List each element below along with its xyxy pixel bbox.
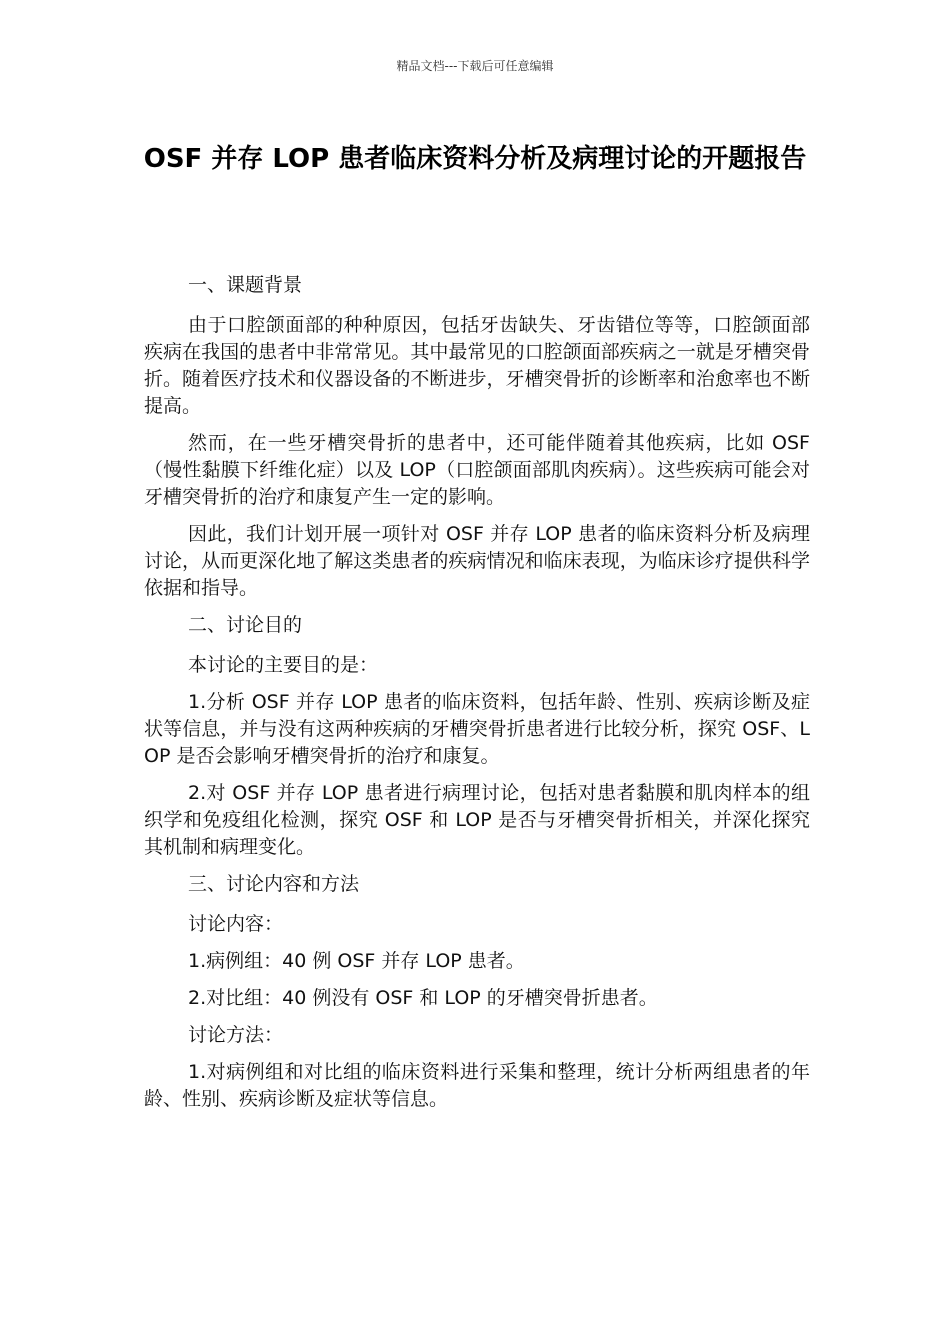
paragraph-purpose-item-2: 2.对 OSF 并存 LOP 患者进行病理讨论，包括对患者黏膜和肌肉样本的组织学和免疫组化检测，探究 OSF 和 LOP 是否与牙槽突骨折相关，并深化探究其机制和病理变化。 xyxy=(144,782,810,858)
paragraph-content-item-2: 2.对比组：40 例没有 OSF 和 LOP 的牙槽突骨折患者。 xyxy=(188,987,658,1009)
page-header-watermark: 精品文档---下载后可任意编辑 xyxy=(396,59,554,73)
section-heading-purpose: 二、讨论目的 xyxy=(188,614,303,636)
section-heading-background: 一、课题背景 xyxy=(188,274,303,296)
paragraph-content-item-1: 1.病例组：40 例 OSF 并存 LOP 患者。 xyxy=(188,950,525,972)
paragraph-background-1: 由于口腔颌面部的种种原因，包括牙齿缺失、牙齿错位等等，口腔颌面部疾病在我国的患者中非常常见。其中最常见的口腔颌面部疾病之一就是牙槽突骨折。随着医疗技术和仪器设备的不断进步，牙槽突骨折的诊断率和治愈率也不断提高。 xyxy=(144,314,810,417)
paragraph-method-label: 讨论方法： xyxy=(188,1024,284,1046)
paragraph-background-3: 因此，我们计划开展一项针对 OSF 并存 LOP 患者的临床资料分析及病理讨论，从而更深化地了解这类患者的疾病情况和临床表现，为临床诊疗提供科学依据和指导。 xyxy=(144,523,810,599)
paragraph-content-label: 讨论内容： xyxy=(188,913,284,935)
document-title: OSF 并存 LOP 患者临床资料分析及病理讨论的开题报告 xyxy=(143,144,807,174)
paragraph-purpose-intro: 本讨论的主要目的是： xyxy=(188,654,379,676)
paragraph-purpose-item-1: 1.分析 OSF 并存 LOP 患者的临床资料，包括年龄、性别、疾病诊断及症状等信息，并与没有这两种疾病的牙槽突骨折患者进行比较分析，探究 OSF、LOP 是否会影响牙槽突骨折的治疗和康复。 xyxy=(144,691,810,767)
section-heading-content-method: 三、讨论内容和方法 xyxy=(188,873,360,895)
document-body xyxy=(144,272,810,1123)
paragraph-method-item-1: 1.对病例组和对比组的临床资料进行采集和整理，统计分析两组患者的年龄、性别、疾病诊断及症状等信息。 xyxy=(144,1061,810,1110)
paragraph-background-2: 然而，在一些牙槽突骨折的患者中，还可能伴随着其他疾病，比如 OSF（慢性黏膜下纤维化症）以及 LOP（口腔颌面部肌肉疾病）。这些疾病可能会对牙槽突骨折的治疗和康复产生一定的影响。 xyxy=(144,432,810,508)
